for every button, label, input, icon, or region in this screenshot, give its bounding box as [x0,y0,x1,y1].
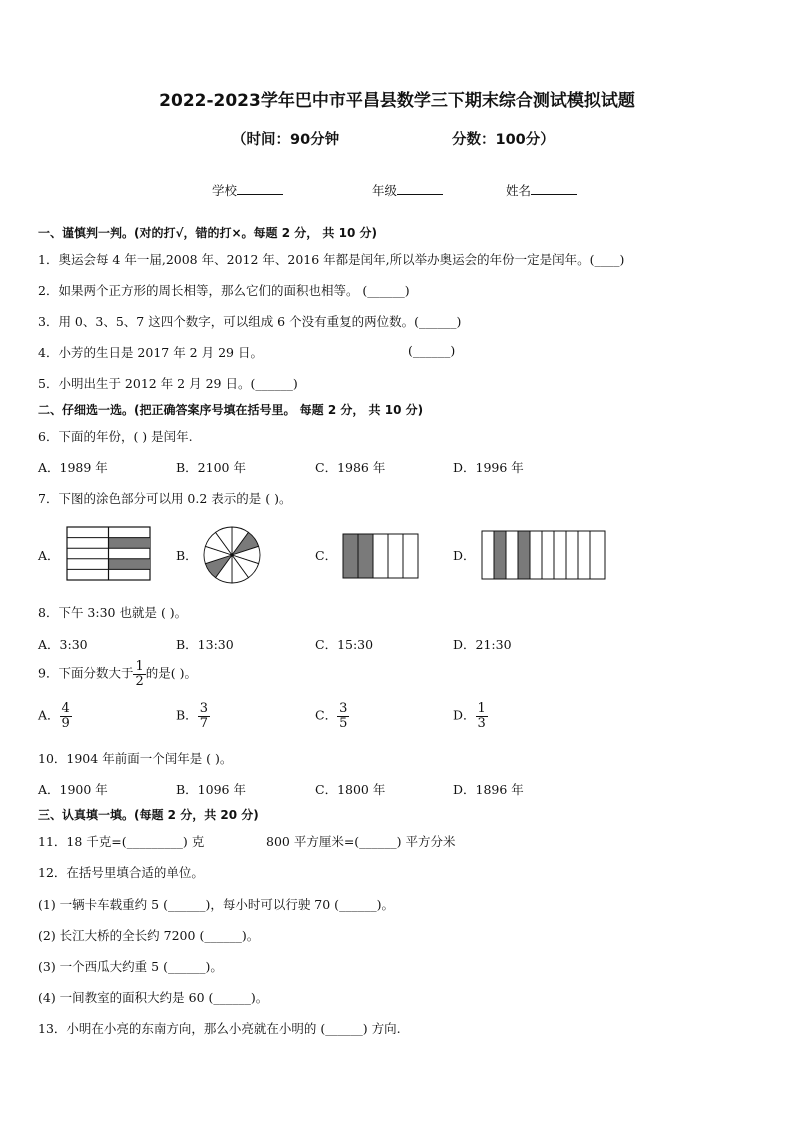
q8-option-c[interactable]: C．15:30 [315,637,374,652]
q9-text-post: 的是( )。 [145,665,197,681]
question-12-2: (2) 长江大桥的全长约 7200 (______)。 [38,928,260,943]
page-title: 2022-2023学年巴中市平昌县数学三下期末综合测试模拟试题 [159,91,635,111]
q9-option-a[interactable]: A． $\frac{4}{9}$ [38,701,70,731]
school-field[interactable] [212,181,283,199]
school-label: 学校 [212,183,238,198]
q9-option-d[interactable]: D． $\frac{1}{3}$ [453,701,486,731]
grade-label: 年级 [372,183,398,198]
q7-option-c[interactable]: C． [315,548,338,563]
q7-option-b[interactable]: B． [176,548,198,563]
q6-option-c[interactable]: C．1986 年 [315,460,386,475]
question-12-3: (3) 一个西瓜大约重 5 (______)。 [38,959,223,974]
q9-option-c[interactable]: C． $\frac{3}{5}$ [315,701,348,731]
q7-option-d[interactable]: D． [453,548,476,563]
figure-d-strips [481,530,607,580]
question-12-4: (4) 一间教室的面积大约是 60 (______)。 [38,990,269,1005]
question-11b: 800 平方厘米=(______) 平方分米 [266,834,456,849]
q10-option-b[interactable]: B．1096 年 [176,782,246,797]
q6-option-b[interactable]: B．2100 年 [176,460,246,475]
question-1: 1．奥运会每 4 年一届,2008 年、2012 年、2016 年都是闰年,所以举办奥运会的年份一定是闰年。(____) [38,252,625,267]
section-1-heading: 一、谨慎判一判。(对的打√，错的打×。每题 2 分， 共 10 分) [38,226,377,240]
question-4: 4．小芳的生日是 2017 年 2 月 29 日。 [38,345,263,360]
q6-option-d[interactable]: D．1996 年 [453,460,524,475]
q9-fraction: $\frac{1}{2}$ [135,659,144,689]
figure-a-grid [66,526,152,582]
q9-text-pre: 9．下面分数大于 [38,665,134,681]
q8-option-a[interactable]: A．3:30 [38,637,88,652]
section-2-heading: 二、仔细选一选。(把正确答案序号填在括号里。 每题 2 分， 共 10 分) [38,403,424,417]
q10-option-d[interactable]: D．1896 年 [453,782,524,797]
q9-option-b[interactable]: B． $\frac{3}{7}$ [176,701,208,731]
question-12-1: (1) 一辆卡车载重约 5 (______)，每小时可以行驶 70 (______)。 [38,897,394,912]
question-7: 7．下图的涂色部分可以用 0.2 表示的是 ( )。 [38,491,292,506]
question-12: 12．在括号里填合适的单位。 [38,865,204,880]
question-11a: 11．18 千克=(_________) 克 [38,834,205,849]
name-field[interactable] [506,181,577,199]
question-9 [38,660,197,688]
section-3-heading: 三、认真填一填。(每题 2 分，共 20 分) [38,808,259,822]
question-2: 2．如果两个正方形的周长相等，那么它们的面积也相等。 (______) [38,283,410,298]
q7-option-a[interactable]: A． [38,548,60,563]
question-5: 5．小明出生于 2012 年 2 月 29 日。(______) [38,376,298,391]
question-3: 3．用 0、3、5、7 这四个数字，可以组成 6 个没有重复的两位数。(______) [38,314,462,329]
figure-c-strips [342,533,420,579]
question-13: 13．小明在小亮的东南方向，那么小亮就在小明的 (______) 方向. [38,1021,401,1036]
question-6: 6．下面的年份，( ) 是闰年. [38,429,193,444]
exam-time: （时间：90分钟 [232,132,340,148]
q8-option-d[interactable]: D．21:30 [453,637,512,652]
question-10: 10．1904 年前面一个闰年是 ( )。 [38,751,233,766]
figure-b-circle [202,525,262,585]
q10-option-a[interactable]: A．1900 年 [38,782,108,797]
q8-option-b[interactable]: B．13:30 [176,637,234,652]
grade-field[interactable] [372,181,443,199]
question-4-blank[interactable]: (______) [408,343,456,358]
exam-score: 分数：100分） [452,132,555,148]
q6-option-a[interactable]: A．1989 年 [38,460,108,475]
question-8: 8．下午 3:30 也就是 ( )。 [38,605,188,620]
q10-option-c[interactable]: C．1800 年 [315,782,386,797]
name-label: 姓名 [506,183,532,198]
